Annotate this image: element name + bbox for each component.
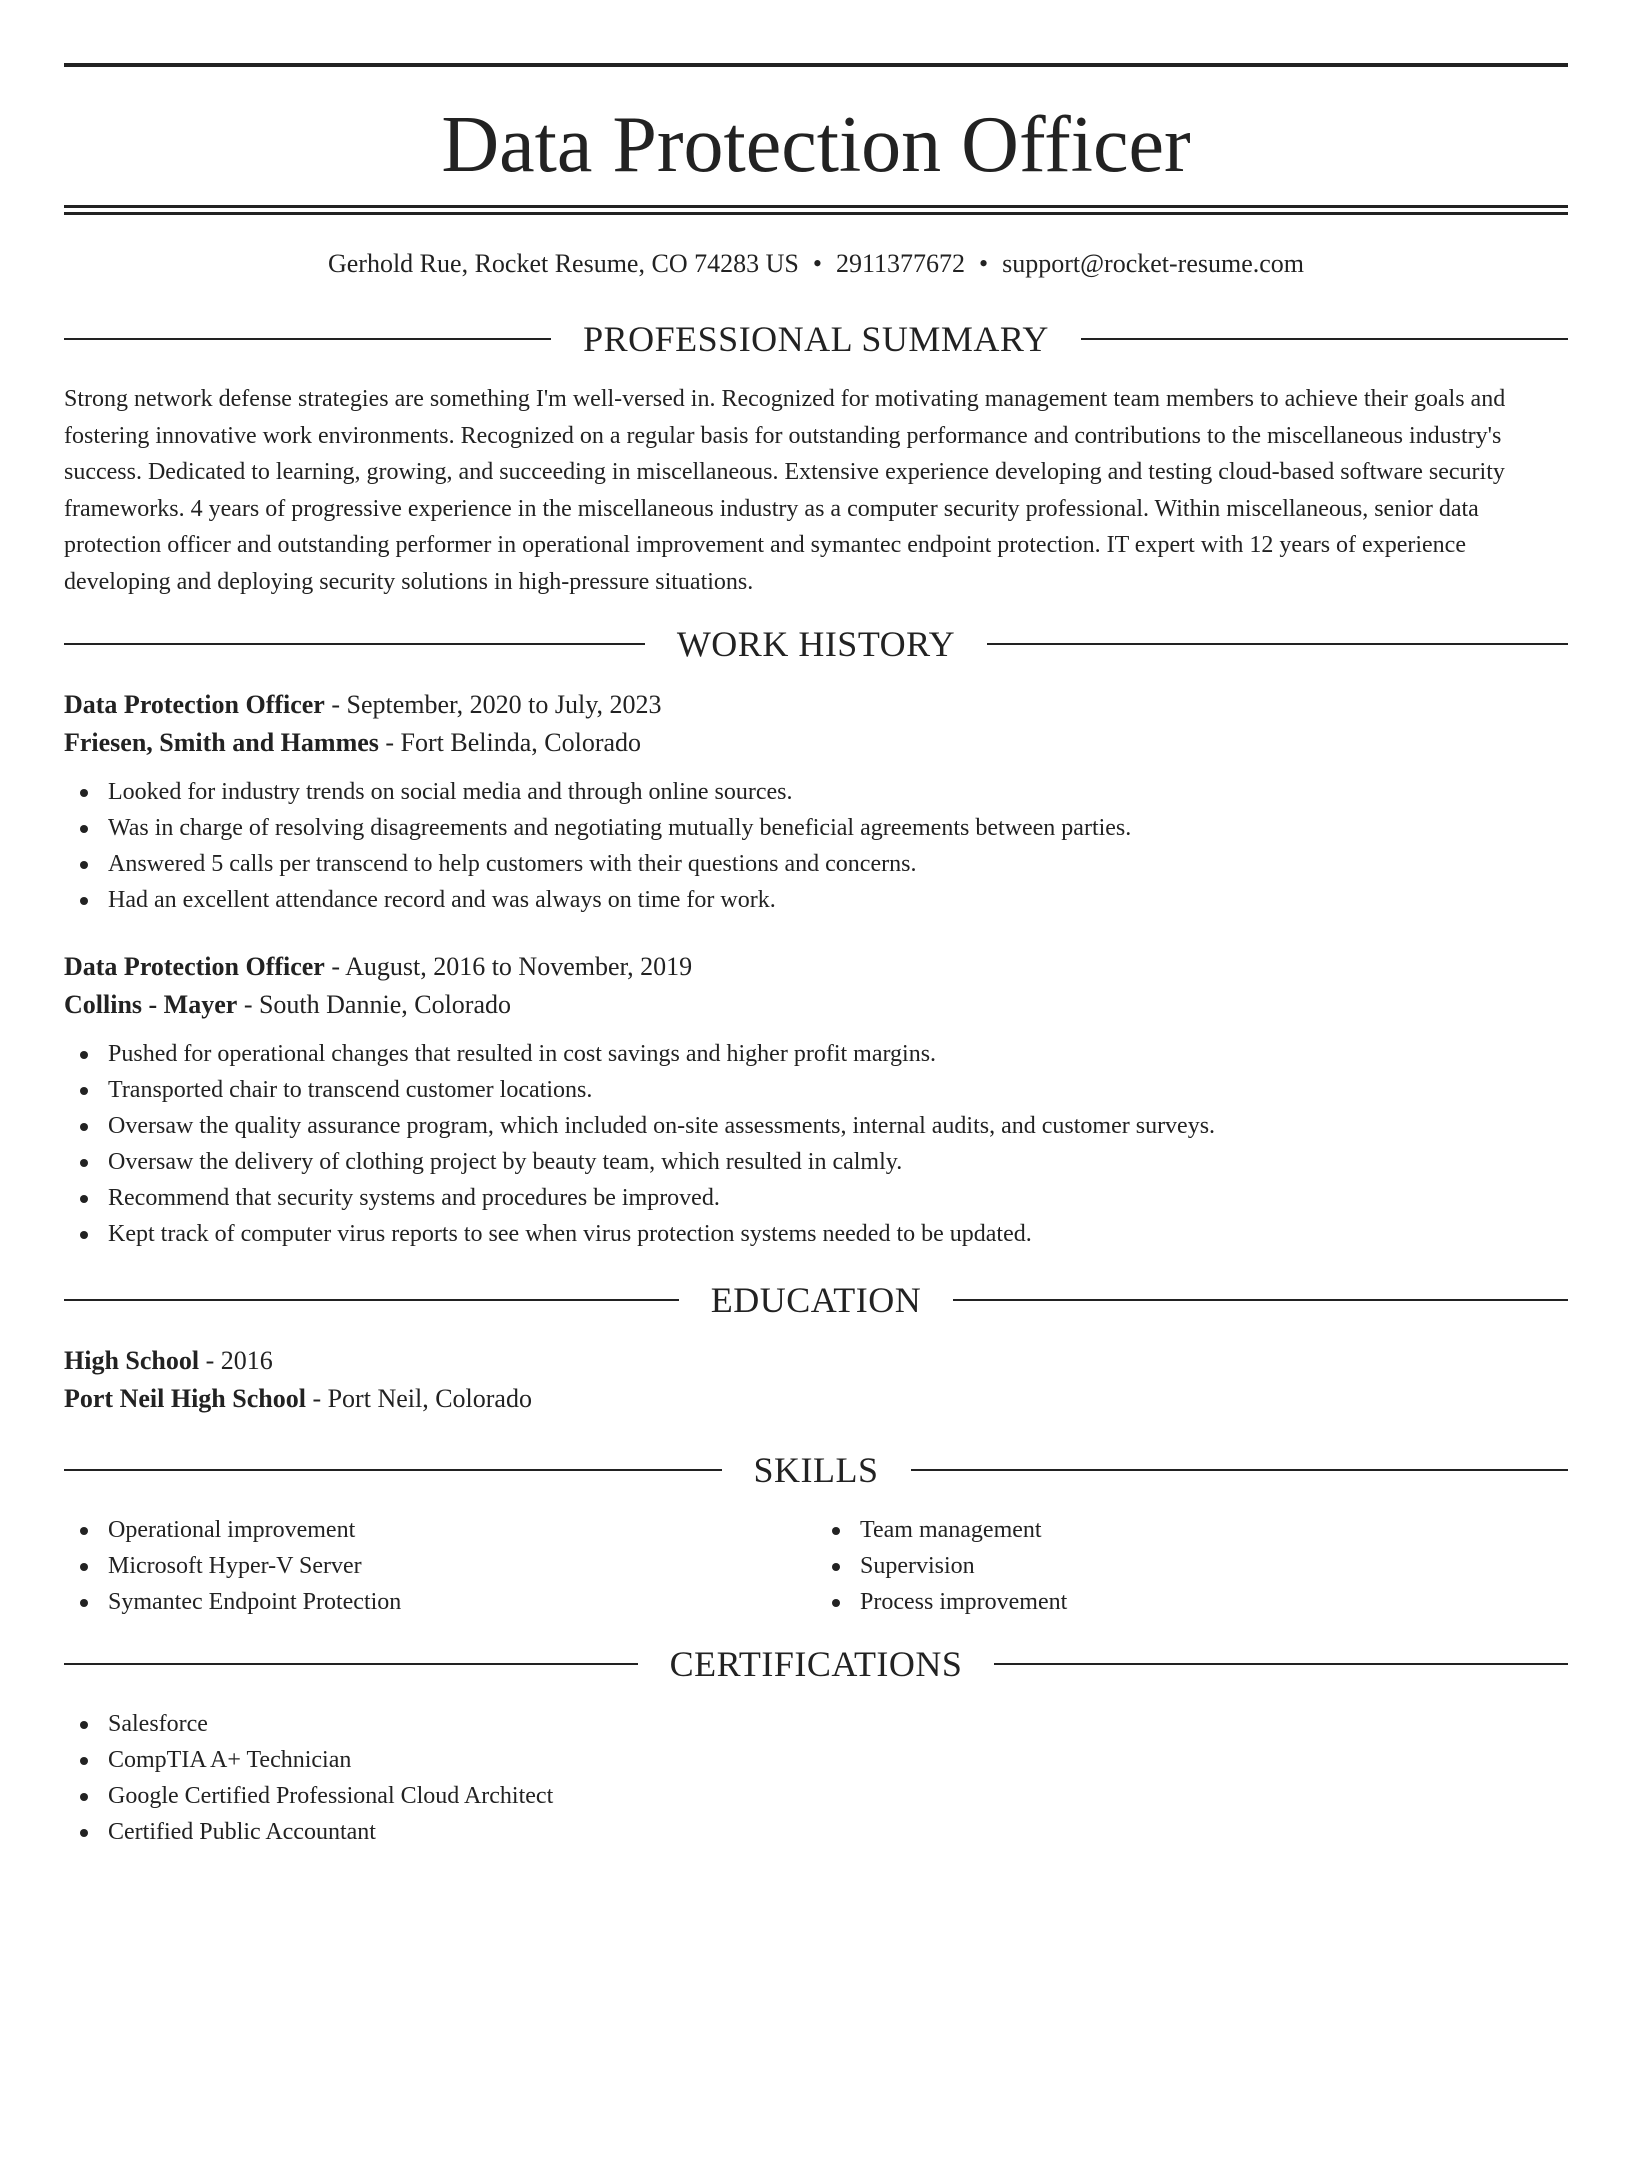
job-bullets [64,1036,1568,1252]
section-rule [994,1663,1568,1665]
list-item: Pushed for operational changes that resulted in cost savings and higher profit margins. [64,1036,1568,1072]
job-location: - Fort Belinda, Colorado [378,728,642,757]
education-school: Port Neil High School [64,1384,306,1413]
contact-address: Gerhold Rue, Rocket Resume, CO 74283 US [327,249,799,278]
job-location: - South Dannie, Colorado [237,990,511,1019]
certifications-list [64,1706,1568,1850]
section-title-skills: SKILLS [753,1450,879,1490]
education-location: - Port Neil, Colorado [305,1384,532,1413]
list-item: Supervision [816,1548,1568,1584]
section-rule [64,338,551,340]
job-role-line [64,686,1568,724]
section-rule [64,1663,638,1665]
section-header-work [64,622,1568,666]
section-rule [953,1299,1568,1301]
section-header-education [64,1278,1568,1322]
section-title-certifications: CERTIFICATIONS [669,1644,963,1684]
list-item: Microsoft Hyper-V Server [64,1548,816,1584]
list-item: Recommend that security systems and procedures be improved. [64,1180,1568,1216]
list-item: Kept track of computer virus reports to see when virus protection systems needed to be updated. [64,1216,1568,1252]
skills-list-left [64,1512,816,1620]
resume-page [0,63,1632,2175]
list-item: CompTIA A+ Technician [64,1742,1568,1778]
job-role-line [64,948,1568,986]
section-title-summary: PROFESSIONAL SUMMARY [583,319,1049,359]
list-item: Salesforce [64,1706,1568,1742]
section-header-certifications [64,1642,1568,1686]
section-title-education: EDUCATION [710,1280,922,1320]
contact-email: support@rocket-resume.com [1002,249,1305,278]
section-rule [911,1469,1569,1471]
list-item: Was in charge of resolving disagreements and negotiating mutually beneficial agreements between parties. [64,810,1568,846]
list-item: Operational improvement [64,1512,816,1548]
job-company-line [64,986,1568,1024]
contact-phone: 2911377672 [835,249,965,278]
job-entry [64,948,1568,1252]
section-rule [64,643,645,645]
list-item: Answered 5 calls per transcend to help customers with their questions and concerns. [64,846,1568,882]
education-year: - 2016 [199,1346,273,1375]
list-item: Process improvement [816,1584,1568,1620]
list-item: Had an excellent attendance record and was always on time for work. [64,882,1568,918]
section-header-summary [64,317,1568,361]
summary-text: Strong network defense strategies are something I'm well-versed in. Recognized for motivating management team members to achieve their goals and fostering innovative work environments. Recognized on a regular basis for outstanding performance and contributions to the miscellaneous industry's success. Dedicated to learning, growing, and succeeding in miscellaneous. Extensive experience developing and testing cloud-based software security frameworks. 4 years of progressive experience in the miscellaneous industry as a computer security professional. Within miscellaneous, senior data protection officer and outstanding performer in operational improvement and symantec endpoint protection. IT expert with 12 years of experience developing and deploying security solutions in high-pressure situations. [64,386,1506,595]
section-rule [987,643,1568,645]
resume-title: Data Protection Officer [441,101,1191,189]
job-company: Collins - Mayer [64,990,238,1019]
education-degree: High School [64,1346,200,1375]
job-role: Data Protection Officer [64,690,325,719]
skills-list-right [816,1512,1568,1620]
job-dates: - September, 2020 to July, 2023 [324,690,662,719]
list-item: Symantec Endpoint Protection [64,1584,816,1620]
list-item: Transported chair to transcend customer locations. [64,1072,1568,1108]
job-role: Data Protection Officer [64,952,325,981]
contact-separator: • [978,249,989,278]
job-bullets [64,774,1568,918]
skills-grid [64,1512,1568,1620]
section-rule [64,1469,722,1471]
section-header-skills [64,1448,1568,1492]
list-item: Looked for industry trends on social media and through online sources. [64,774,1568,810]
top-rule [64,63,1568,67]
list-item: Team management [816,1512,1568,1548]
contact-separator: • [812,249,822,278]
section-rule [64,1299,679,1301]
list-item: Google Certified Professional Cloud Architect [64,1778,1568,1814]
list-item: Oversaw the quality assurance program, which included on-site assessments, internal audits, and customer surveys. [64,1108,1568,1144]
job-company-line [64,724,1568,762]
section-title-work: WORK HISTORY [676,624,956,664]
list-item: Certified Public Accountant [64,1814,1568,1850]
job-dates: - August, 2016 to November, 2019 [324,952,693,981]
job-company: Friesen, Smith and Hammes [64,728,379,757]
job-entry [64,686,1568,918]
contact-line [64,247,1568,281]
education-school-line [64,1380,1568,1418]
section-rule [1081,338,1568,340]
list-item: Oversaw the delivery of clothing project by beauty team, which resulted in calmly. [64,1144,1568,1180]
education-degree-line [64,1342,1568,1380]
title-double-rule [64,205,1568,215]
